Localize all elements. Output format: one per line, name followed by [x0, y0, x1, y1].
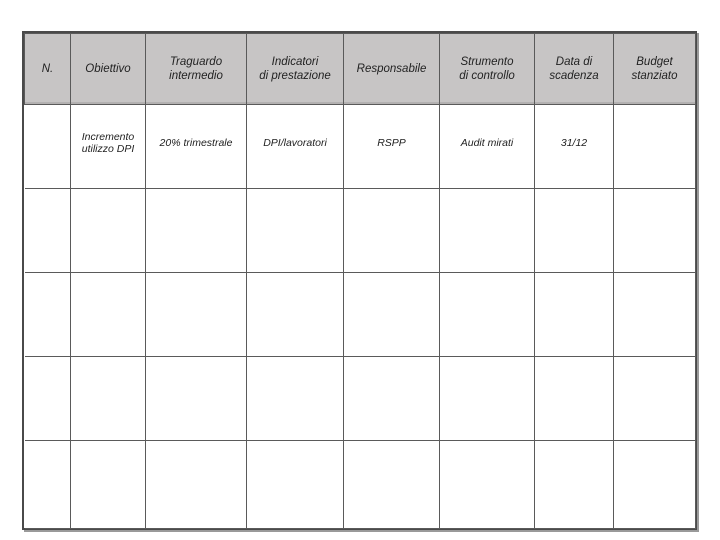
table-cell-number [25, 273, 71, 357]
table-row [25, 441, 696, 529]
header-control-tool: Strumento di controllo [440, 34, 535, 105]
header-due-date: Data di scadenza [535, 34, 614, 105]
header-intermediate-target: Traguardo intermedio [146, 34, 247, 105]
table-cell-objective [71, 273, 146, 357]
header-row [25, 34, 696, 105]
table-cell-number [25, 441, 71, 529]
table-cell-performance-indicator [247, 189, 344, 273]
table-cell-due-date [535, 441, 614, 529]
table-cell-number [25, 105, 71, 189]
table-cell-objective [71, 189, 146, 273]
table-cell-due-date [535, 357, 614, 441]
table-cell-objective [71, 105, 146, 189]
table-cell-objective [71, 441, 146, 529]
table-cell-responsible [344, 273, 440, 357]
table-row [25, 189, 696, 273]
table-cell-budget [614, 357, 696, 441]
header-performance-indicators: Indicatori di prestazione [247, 34, 344, 105]
table-cell-intermediate-target [146, 273, 247, 357]
table-cell-performance-indicator [247, 273, 344, 357]
table-cell-control-tool [440, 441, 535, 529]
table-cell-performance-indicator [247, 105, 344, 189]
table-cell-responsible [344, 189, 440, 273]
table-cell-budget [614, 189, 696, 273]
header-allocated-budget: Budget stanziato [614, 34, 696, 105]
header-objective: Obiettivo [71, 34, 146, 105]
due-date-text: 31/12 [560, 137, 588, 149]
table-cell-budget [614, 441, 696, 529]
table-cell-intermediate-target [146, 189, 247, 273]
table-row [25, 105, 696, 189]
table-cell-control-tool [440, 105, 535, 189]
table-cell-performance-indicator [247, 441, 344, 529]
table-cell-responsible [344, 357, 440, 441]
table-cell-control-tool [440, 357, 535, 441]
table-cell-intermediate-target [146, 441, 247, 529]
table-cell-budget [614, 105, 696, 189]
table-cell-responsible [344, 105, 440, 189]
plan-table-frame [22, 31, 697, 530]
table-cell-objective [71, 357, 146, 441]
control-tool-text: Audit mirati [460, 137, 514, 149]
table-cell-control-tool [440, 189, 535, 273]
responsible-text: RSPP [377, 137, 406, 149]
header-number: N. [25, 34, 71, 105]
table-cell-intermediate-target [146, 105, 247, 189]
table-cell-number [25, 357, 71, 441]
improvement-plan-table [24, 33, 696, 529]
table-cell-control-tool [440, 273, 535, 357]
table-cell-responsible [344, 441, 440, 529]
table-cell-due-date [535, 105, 614, 189]
table-cell-performance-indicator [247, 357, 344, 441]
table-row [25, 357, 696, 441]
table-cell-budget [614, 273, 696, 357]
table-cell-due-date [535, 273, 614, 357]
performance-indicator-text: DPI/lavoratori [263, 137, 327, 149]
table-cell-intermediate-target [146, 357, 247, 441]
header-responsible: Responsabile [344, 34, 440, 105]
intermediate-target-text: 20% trimestrale [159, 137, 233, 149]
table-cell-due-date [535, 189, 614, 273]
objective-text: Incremento utilizzo DPI [81, 131, 135, 155]
table-row [25, 273, 696, 357]
table-cell-number [25, 189, 71, 273]
